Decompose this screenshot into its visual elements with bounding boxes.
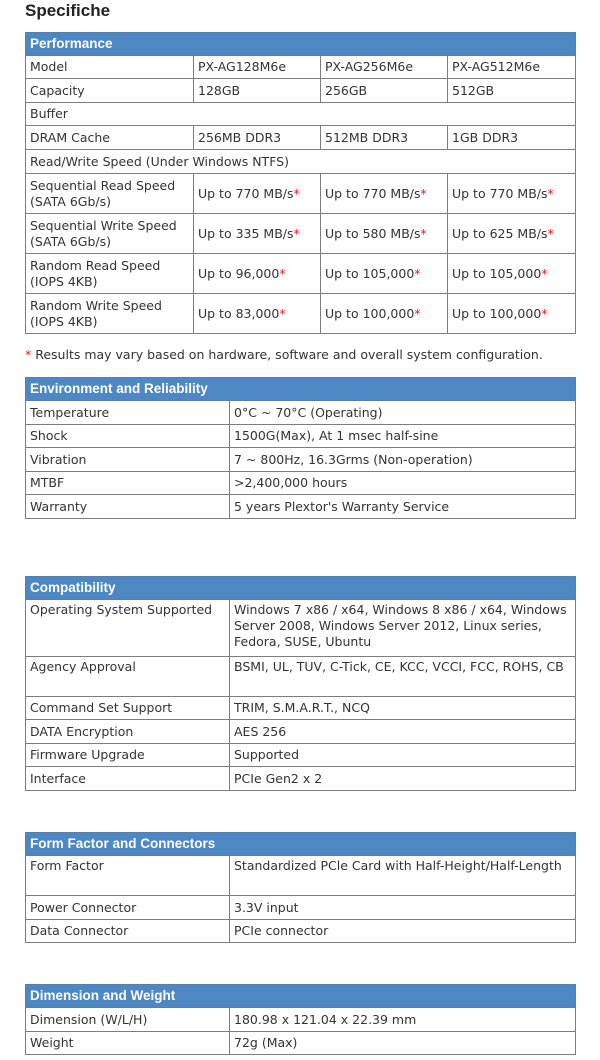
- dimension-header: Dimension and Weight: [26, 985, 576, 1008]
- spec-label: [26, 294, 194, 334]
- spec-value: 1500G(Max), At 1 msec half-sine: [230, 425, 576, 448]
- spec-label: [26, 174, 194, 214]
- spec-value: [321, 254, 448, 294]
- table-row: [26, 254, 576, 294]
- spec-label: DATA Encryption: [26, 720, 230, 744]
- spec-value: [448, 294, 576, 334]
- spec-label: Form Factor: [26, 856, 230, 896]
- results-footnote: [25, 347, 585, 363]
- environment-header-row: [26, 378, 576, 401]
- spec-section-label: Buffer: [26, 103, 576, 126]
- spec-label: Dimension (W/L/H): [26, 1008, 230, 1032]
- spec-label: Firmware Upgrade: [26, 744, 230, 767]
- form-factor-header-row: [26, 833, 576, 856]
- asterisk-mark: *: [420, 225, 427, 241]
- spec-value: [194, 174, 321, 214]
- spec-value: Standardized PCle Card with Half-Height/Half-Length: [230, 856, 576, 896]
- value-text: Up to 96,000: [198, 265, 280, 281]
- spec-value: [321, 214, 448, 254]
- spec-value: [194, 214, 321, 254]
- spec-label: Command Set Support: [26, 697, 230, 720]
- spec-value: 7 ~ 800Hz, 16.3Grms (Non-operation): [230, 448, 576, 472]
- label-line: (SATA 6Gb/s): [30, 233, 111, 249]
- value-text: Up to 580 MB/s: [325, 225, 421, 241]
- environment-header: Environment and Reliability: [26, 378, 576, 401]
- page-title: Specifiche: [25, 1, 111, 20]
- value-text: Up to 625 MB/s: [452, 225, 548, 241]
- value-text: Up to 105,000: [325, 265, 415, 281]
- dimension-header-row: [26, 985, 576, 1008]
- spec-value: [194, 294, 321, 334]
- table-row: [26, 856, 576, 896]
- spec-label: Model: [26, 56, 194, 79]
- label-line: (IOPS 4KB): [30, 313, 98, 329]
- table-row: [26, 103, 576, 126]
- asterisk-mark: *: [279, 305, 286, 321]
- spec-value: [321, 294, 448, 334]
- value-text: Up to 105,000: [452, 265, 542, 281]
- form-factor-table: [25, 832, 576, 943]
- table-row: [26, 896, 576, 920]
- spec-value: 0°C ~ 70°C (Operating): [230, 401, 576, 425]
- value-text: Up to 100,000: [452, 305, 542, 321]
- spec-label: Interface: [26, 767, 230, 791]
- spec-label: MTBF: [26, 472, 230, 495]
- asterisk-mark: *: [279, 265, 286, 281]
- value-text: Up to 770 MB/s: [325, 185, 421, 201]
- spec-value: [194, 254, 321, 294]
- table-row: [26, 174, 576, 214]
- value-text: Up to 770 MB/s: [198, 185, 294, 201]
- spec-value: 5 years Plextor's Warranty Service: [230, 495, 576, 519]
- spec-label: Operating System Supported: [26, 600, 230, 657]
- table-row: [26, 150, 576, 174]
- asterisk-mark: *: [420, 185, 427, 201]
- performance-header-row: [26, 33, 576, 56]
- table-row: [26, 1008, 576, 1032]
- spec-label: Shock: [26, 425, 230, 448]
- form-factor-header: Form Factor and Connectors: [26, 833, 576, 856]
- spec-value: PCIe Gen2 x 2: [230, 767, 576, 791]
- spec-value: BSMI, UL, TUV, C-Tick, CE, KCC, VCCI, FCC, ROHS, CB: [230, 657, 576, 697]
- table-row: [26, 56, 576, 79]
- spec-value: 180.98 x 121.04 x 22.39 mm: [230, 1008, 576, 1032]
- spec-value: Supported: [230, 744, 576, 767]
- spec-label: Weight: [26, 1032, 230, 1055]
- spec-value: 72g (Max): [230, 1032, 576, 1055]
- spec-value: 1GB DDR3: [448, 126, 576, 150]
- spec-value: PX-AG128M6e: [194, 56, 321, 79]
- table-row: [26, 214, 576, 254]
- spec-label: Data Connector: [26, 920, 230, 943]
- spec-label: Temperature: [26, 401, 230, 425]
- spec-label: Warranty: [26, 495, 230, 519]
- table-row: [26, 744, 576, 767]
- spec-label: [26, 254, 194, 294]
- value-text: Up to 770 MB/s: [452, 185, 548, 201]
- compatibility-header: Compatibility: [26, 577, 576, 600]
- spec-label: Agency Approval: [26, 657, 230, 697]
- spec-value: 512GB: [448, 79, 576, 103]
- spec-value: PX-AG512M6e: [448, 56, 576, 79]
- spec-value: 256MB DDR3: [194, 126, 321, 150]
- table-row: [26, 126, 576, 150]
- footnote-text: Results may vary based on hardware, software and overall system configuration.: [31, 347, 543, 362]
- spec-value: 256GB: [321, 79, 448, 103]
- spec-label: [26, 214, 194, 254]
- asterisk-mark: *: [541, 265, 548, 281]
- table-row: [26, 697, 576, 720]
- label-line: Random Write Speed: [30, 297, 162, 313]
- spec-label: DRAM Cache: [26, 126, 194, 150]
- performance-header: Performance: [26, 33, 576, 56]
- spec-value: [321, 174, 448, 214]
- asterisk-mark: *: [414, 305, 421, 321]
- spec-label: Vibration: [26, 448, 230, 472]
- asterisk-mark: *: [293, 185, 300, 201]
- label-line: (IOPS 4KB): [30, 273, 98, 289]
- label-line: Sequential Read Speed: [30, 177, 176, 193]
- spec-value: 512MB DDR3: [321, 126, 448, 150]
- asterisk-mark: *: [547, 185, 554, 201]
- spec-section-label: Read/Write Speed (Under Windows NTFS): [26, 150, 576, 174]
- spec-value: PX-AG256M6e: [321, 56, 448, 79]
- asterisk-mark: *: [414, 265, 421, 281]
- compatibility-header-row: [26, 577, 576, 600]
- table-row: [26, 495, 576, 519]
- spec-value: TRIM, S.M.A.R.T., NCQ: [230, 697, 576, 720]
- spec-value: PCIe connector: [230, 920, 576, 943]
- value-text: Up to 100,000: [325, 305, 415, 321]
- value-text: Up to 83,000: [198, 305, 280, 321]
- spec-value: [448, 214, 576, 254]
- table-row: [26, 425, 576, 448]
- spec-value: >2,400,000 hours: [230, 472, 576, 495]
- spec-value: [448, 254, 576, 294]
- table-row: [26, 401, 576, 425]
- dimension-table: [25, 984, 576, 1055]
- asterisk-mark: *: [547, 225, 554, 241]
- table-row: [26, 294, 576, 334]
- table-row: [26, 720, 576, 744]
- asterisk-mark: *: [25, 347, 32, 362]
- spec-value: AES 256: [230, 720, 576, 744]
- table-row: [26, 657, 576, 697]
- spec-value: 128GB: [194, 79, 321, 103]
- environment-table: [25, 377, 576, 519]
- table-row: [26, 600, 576, 657]
- table-row: [26, 920, 576, 943]
- table-row: [26, 1032, 576, 1055]
- table-row: [26, 448, 576, 472]
- spec-value: 3.3V input: [230, 896, 576, 920]
- spec-label: Capacity: [26, 79, 194, 103]
- spec-label: Power Connector: [26, 896, 230, 920]
- asterisk-mark: *: [541, 305, 548, 321]
- table-row: [26, 79, 576, 103]
- spec-value: Windows 7 x86 / x64, Windows 8 x86 / x64, Windows Server 2008, Windows Server 2012, Linux series, Fedora, SUSE, Ubuntu: [230, 600, 576, 657]
- asterisk-mark: *: [293, 225, 300, 241]
- performance-table: [25, 32, 576, 334]
- table-row: [26, 472, 576, 495]
- label-line: Random Read Speed: [30, 257, 161, 273]
- label-line: Sequential Write Speed: [30, 217, 177, 233]
- label-line: (SATA 6Gb/s): [30, 193, 111, 209]
- value-text: Up to 335 MB/s: [198, 225, 294, 241]
- spec-value: [448, 174, 576, 214]
- table-row: [26, 767, 576, 791]
- compatibility-table: [25, 576, 576, 791]
